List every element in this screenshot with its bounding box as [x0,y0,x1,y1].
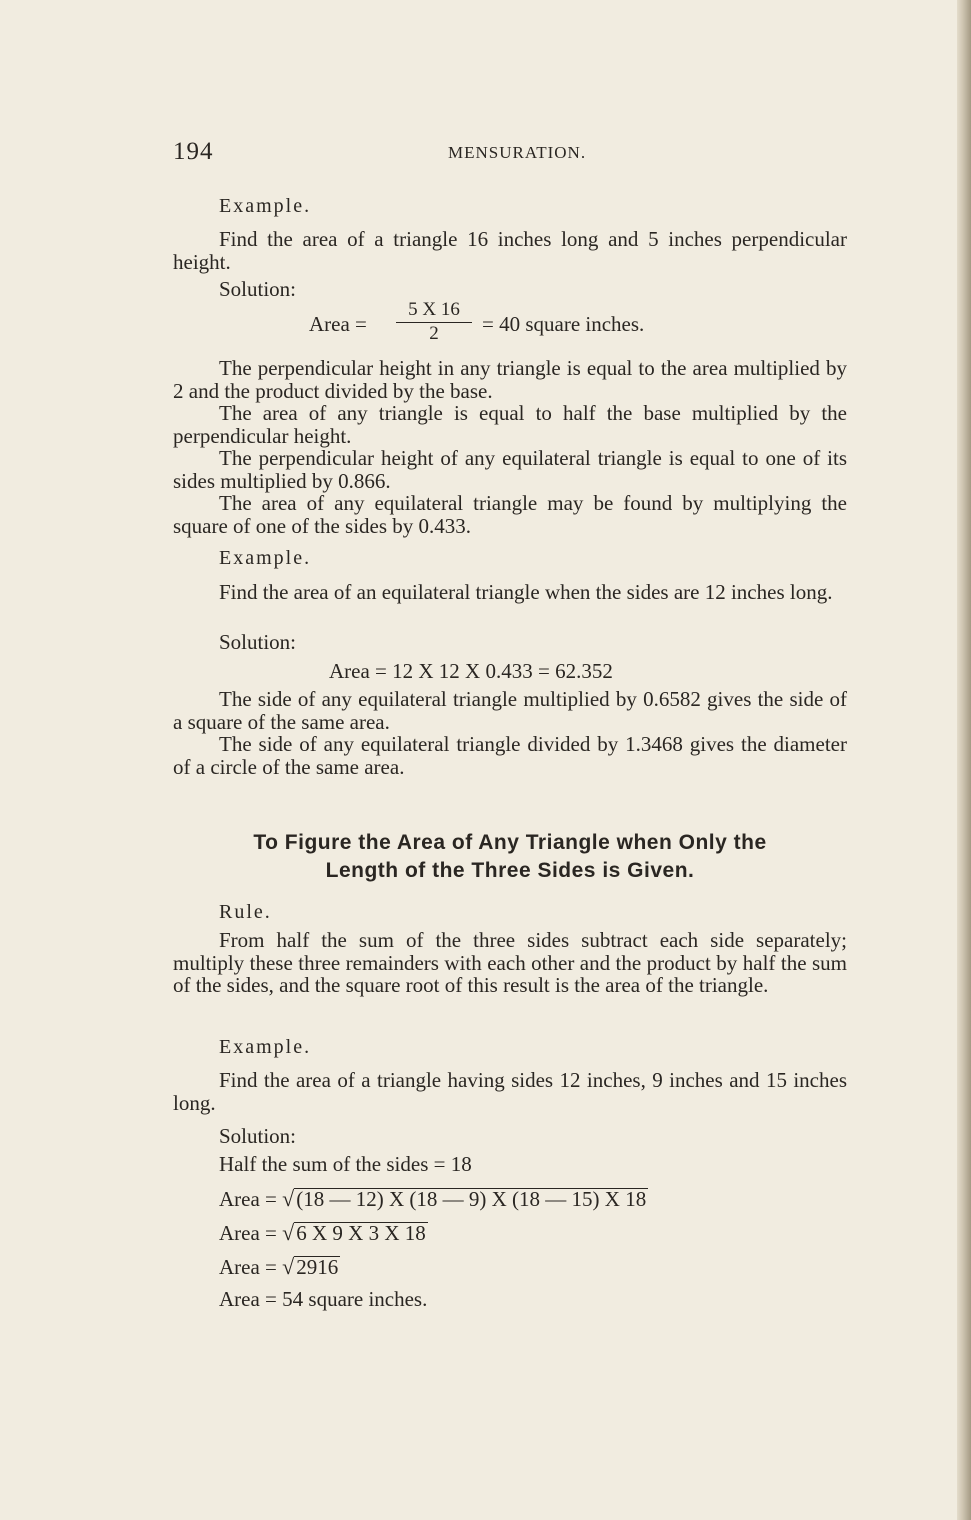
solution-label: Solution: [219,277,297,301]
rule-label: Rule. [219,901,272,923]
note-paragraph: The area of any triangle is equal to half the base multiplied by the perpendicular height. [173,401,847,448]
fraction-numerator: 5 X 16 [408,299,460,320]
area-step-1 [219,1186,648,1212]
equation: Area = 12 X 12 X 0.433 = 62.352 [329,659,613,683]
heading-line: To Figure the Area of Any Triangle when Only the [253,831,767,854]
radicand: 6 X 9 X 3 X 18 [296,1221,426,1245]
note-paragraph: The perpendicular height in any triangle is equal to the area multiplied by 2 and the product divided by the base. [173,356,847,403]
half-sum-line: Half the sum of the sides = 18 [219,1152,472,1176]
book-page [173,0,847,1520]
example-problem: Find the area of an equilateral triangle when the sides are 12 inches long. [219,580,833,604]
radical-sign: √ [282,1254,295,1279]
example-problem: Find the area of a triangle 16 inches long and 5 inches perpendicular height. [173,227,847,274]
radicand: 2916 [296,1255,339,1279]
example-label: Example. [219,195,312,217]
solution-label: Solution: [219,630,297,654]
example-label: Example. [219,1036,312,1058]
formula-lhs: Area = [309,312,367,336]
radicand: (18 — 12) X (18 — 9) X (18 — 15) X 18 [296,1187,647,1211]
area-step-3 [219,1254,340,1280]
page-edge [957,0,971,1520]
page-number: 194 [173,138,214,165]
formula-fraction [396,299,472,344]
note-paragraph: The side of any equilateral triangle divided by 1.3468 gives the diameter of a circle of the same area. [173,732,847,779]
area-result: Area = 54 square inches. [219,1287,428,1311]
example-problem: Find the area of a triangle having sides 12 inches, 9 inches and 15 inches long. [173,1068,847,1115]
running-title: MENSURATION. [448,143,587,162]
radical-sign: √ [282,1220,295,1245]
note-paragraph: The perpendicular height of any equilateral triangle is equal to one of its sides multiplied by 0.866. [173,446,847,493]
radical-sign: √ [282,1186,295,1211]
note-paragraph: The area of any equilateral triangle may be found by multiplying the square of one of the sides by 0.433. [173,491,847,538]
area-step-2 [219,1220,428,1246]
example-label: Example. [219,547,312,569]
area-label: Area = [219,1187,277,1211]
formula-rhs: = 40 square inches. [482,312,645,336]
solution-label: Solution: [219,1124,297,1148]
rule-text: From half the sum of the three sides subtract each side separately; multiply these three remainders with each other and the product by half the sum of the sides, and the square root of this result is the area of the triangle. [173,928,847,997]
section-heading [173,829,847,885]
area-label: Area = [219,1255,277,1279]
area-label: Area = [219,1221,277,1245]
note-paragraph: The side of any equilateral triangle multiplied by 0.6582 gives the side of a square of the same area. [173,687,847,734]
heading-line: Length of the Three Sides is Given. [325,859,695,882]
fraction-denominator: 2 [429,323,439,344]
